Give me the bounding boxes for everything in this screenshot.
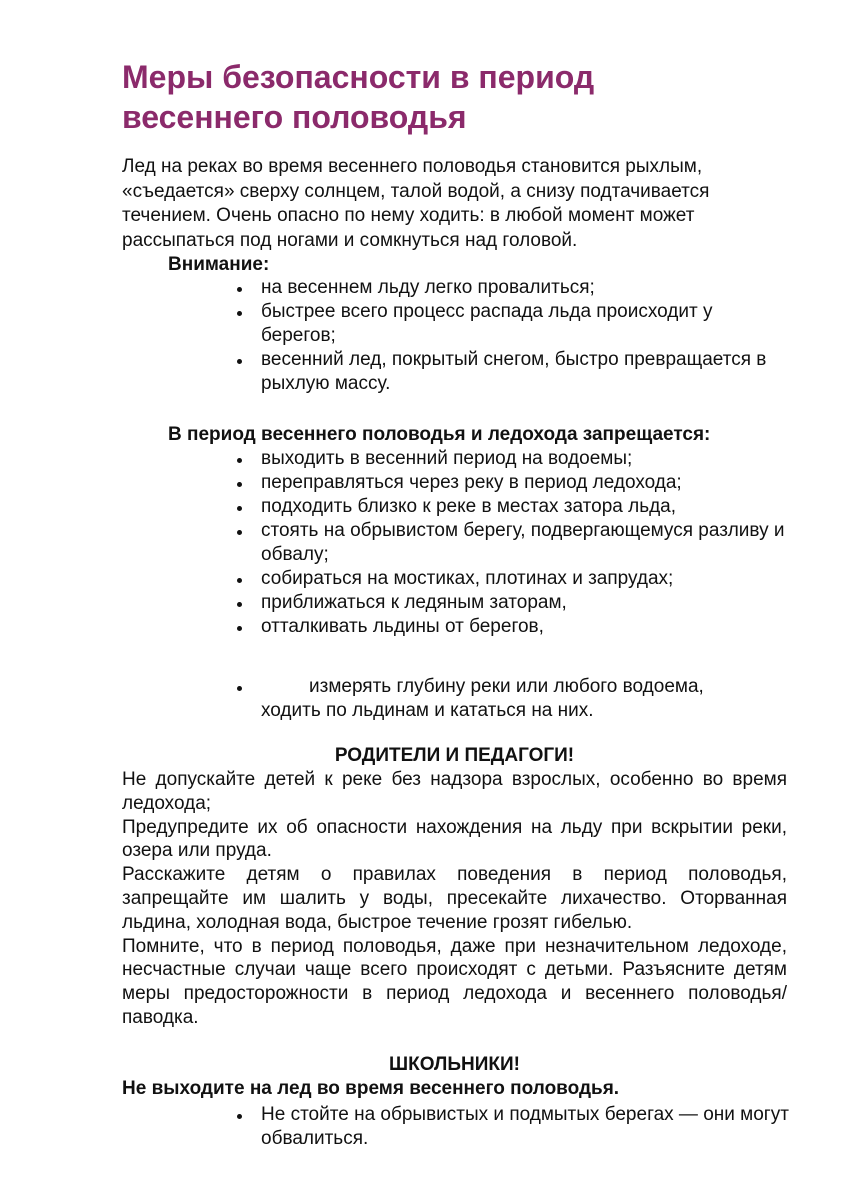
list-item: стоять на обрывистом берегу, подвергающемуся разливу и обвалу; [230,519,790,567]
bullet-icon [237,578,242,583]
bullet-icon [237,482,242,487]
prohibited-list [230,447,790,639]
bullet-icon [237,359,242,364]
bullet-icon [237,287,242,292]
parents-paragraph: Расскажите детям о правилах поведения в период половодья, запрещайте им шалить у воды, пресекайте лихачество. Оторванная льдина, холодная вода, быстрое течение грозят гибелью. [122,864,787,933]
parents-paragraph: Предупредите их об опасности нахождения на льду при вскрытии реки, озера или пруда. [122,816,787,862]
bullet-icon [237,530,242,535]
list-item: выходить в весенний период на водоемы; [230,447,790,471]
bullet-icon [237,626,242,631]
attention-heading: Внимание: [168,254,270,275]
parents-section [122,768,787,1030]
parents-paragraph: Помните, что в период половодья, даже при незначительном ледоходе, несчастные случаи чаще всего происходят с детьми. Разъясните детям меры предосторожности в период ледохода и весеннего половодья/паводка. [122,935,787,1028]
list-item: на весеннем льду легко провалиться; [230,276,790,300]
list-item: отталкивать льдины от берегов, [230,615,790,639]
bullet-icon [237,458,242,463]
attention-list [230,276,790,396]
parents-paragraph: Не допускайте детей к реке без надзора взрослых, особенно во время ледохода; [122,769,787,814]
list-item: весенний лед, покрытый снегом, быстро превращается в рыхлую массу. [230,348,790,396]
prohibited-list-last [230,675,790,723]
bullet-icon [237,1114,242,1119]
bullet-icon [237,311,242,316]
intro-paragraph: Лед на реках во время весеннего половодья становится рыхлым, «съедается» сверху солнцем, талой водой, а снизу подтачивается течением. Очень опасно по нему ходить: в любой момент может рассыпаться под ногами и сомкнуться над головой. [122,156,710,251]
list-item: переправляться через реку в период ледохода; [230,471,790,495]
list-item: приближаться к ледяным заторам, [230,591,790,615]
bullet-icon [237,686,242,691]
bullet-icon [237,602,242,607]
bullet-icon [237,506,242,511]
parents-heading: РОДИТЕЛИ И ПЕДАГОГИ! [334,745,575,766]
students-subheading: Не выходите на лед во время весеннего половодья. [122,1078,620,1099]
list-item: быстрее всего процесс распада льда происходит у берегов; [230,300,790,348]
list-item: собираться на мостиках, плотинах и запрудах; [230,567,790,591]
page-title: Меры безопасности в период весеннего половодья [122,59,595,135]
prohibited-heading: В период весеннего половодья и ледохода запрещается: [168,424,711,445]
students-heading: ШКОЛЬНИКИ! [389,1054,520,1075]
list-item: Не стойте на обрывистых и подмытых берегах — они могут обвалиться. [230,1103,790,1151]
list-item: измерять глубину реки или любого водоема, ходить по льдинам и кататься на них. [230,675,790,723]
students-list [230,1103,790,1151]
list-item: подходить близко к реке в местах затора льда, [230,495,790,519]
